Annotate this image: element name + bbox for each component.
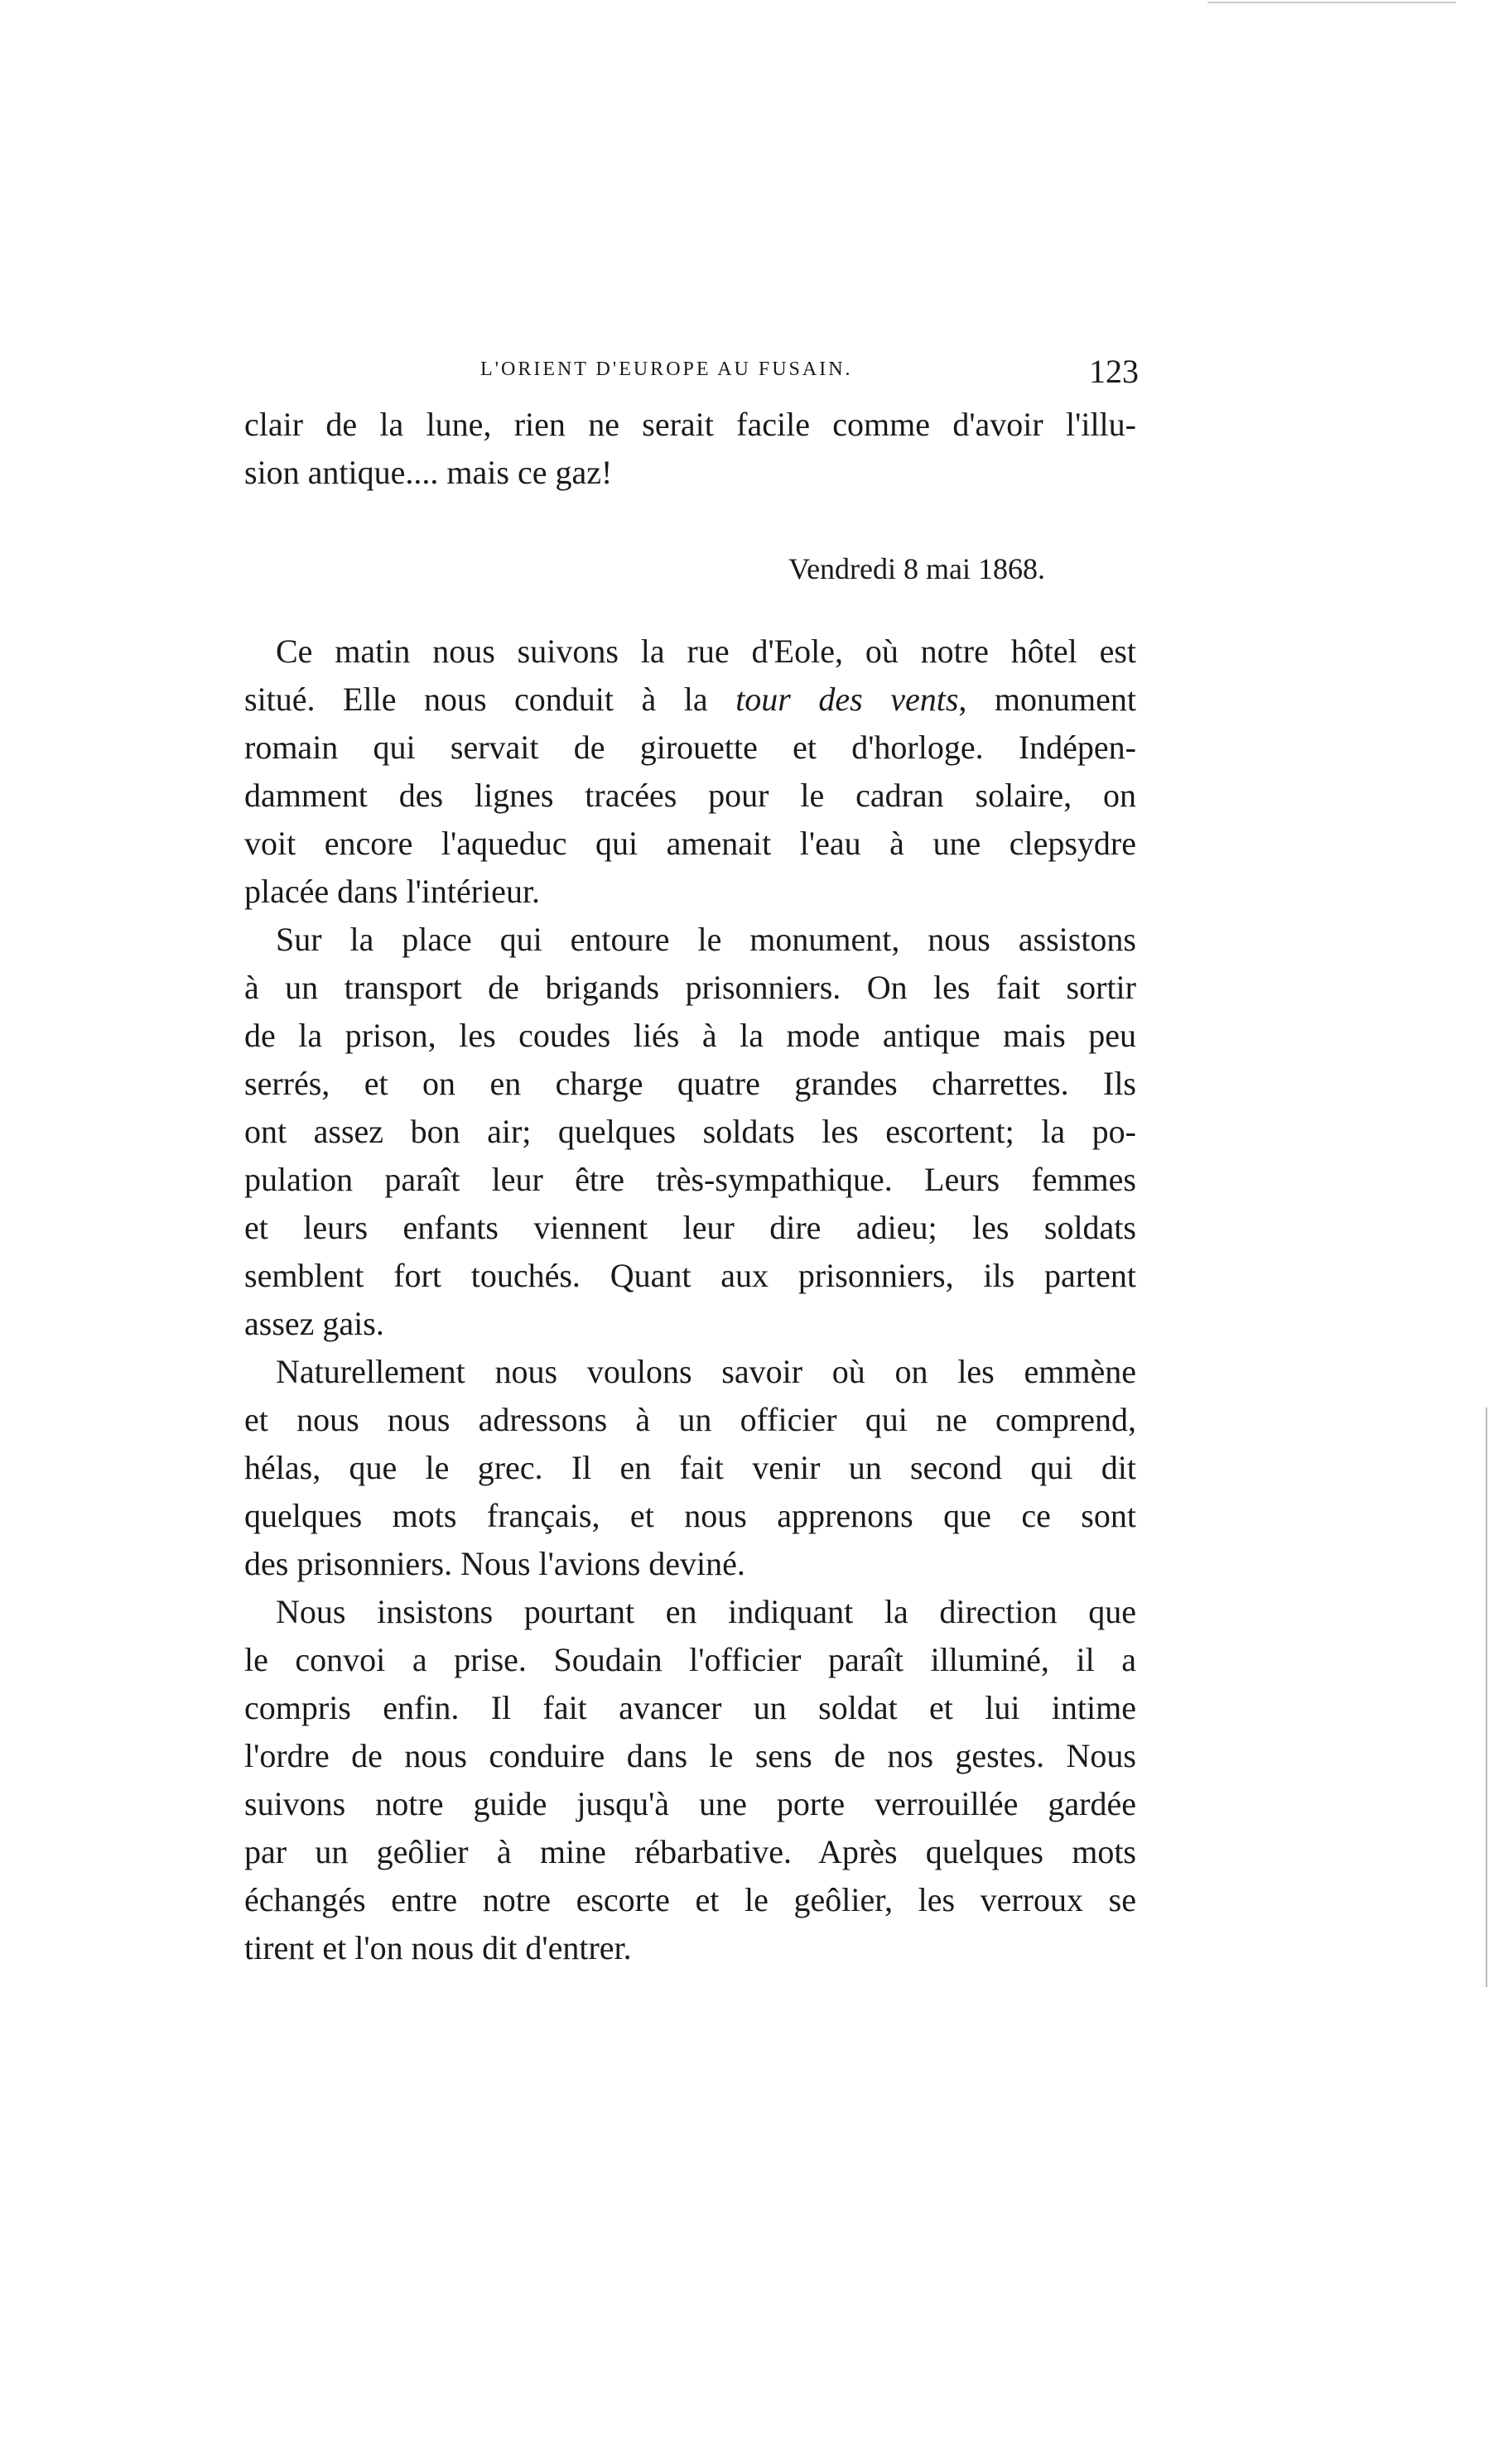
scan-edge-mark: [1207, 2, 1456, 3]
text-segment: situé. Elle nous conduit à la: [244, 681, 736, 718]
running-title: L'ORIENT D'EUROPE AU FUSAIN.: [480, 359, 853, 380]
text-line: Naturellement nous voulons savoir où on les emmène: [276, 1353, 1136, 1390]
date-heading: Vendredi 8 mai 1868.: [788, 552, 1045, 585]
text-line: serrés, et on en charge quatre grandes charrettes. Ils: [244, 1065, 1136, 1102]
scan-edge-line: [1486, 1408, 1487, 1987]
italic-phrase: tour des vents: [735, 681, 959, 718]
text-line: [244, 676, 1136, 724]
text-line: romain qui servait de girouette et d'horloge. Indépen-: [244, 729, 1136, 766]
paragraph: [244, 916, 1136, 1348]
text-line: Ce matin nous suivons la rue d'Eole, où notre hôtel est: [276, 633, 1136, 670]
text-line: tirent et l'on nous dit d'entrer.: [244, 1929, 632, 1966]
text-line: suivons notre guide jusqu'à une porte verrouillée gardée: [244, 1785, 1136, 1822]
text-line: à un transport de brigands prisonniers. On les fait sortir: [244, 969, 1136, 1006]
text-line: compris enfin. Il fait avancer un soldat et lui intime: [244, 1689, 1136, 1726]
paragraph: [244, 628, 1136, 916]
text-line: des prisonniers. Nous l'avions deviné.: [244, 1545, 745, 1582]
text-line: placée dans l'intérieur.: [244, 873, 541, 910]
paragraph: [244, 1348, 1136, 1588]
text-segment: , monument: [958, 681, 1137, 718]
text-line: et nous nous adressons à un officier qui ne comprend,: [244, 1401, 1136, 1438]
text-line: damment des lignes tracées pour le cadran solaire, on: [244, 777, 1136, 814]
text-line: par un geôlier à mine rébarbative. Après quelques mots: [244, 1833, 1136, 1870]
page-number: 123: [1089, 353, 1139, 390]
text-line: l'ordre de nous conduire dans le sens de nos gestes. Nous: [244, 1737, 1136, 1774]
text-line: ont assez bon air; quelques soldats les escortent; la po-: [244, 1113, 1136, 1150]
text-line: assez gais.: [244, 1305, 384, 1342]
text-line: clair de la lune, rien ne serait facile comme d'avoir l'illu-: [244, 406, 1136, 443]
text-line: Nous insistons pourtant en indiquant la direction que: [276, 1593, 1136, 1630]
text-line: échangés entre notre escorte et le geôlier, les verroux se: [244, 1881, 1136, 1918]
page-header: [244, 352, 1139, 393]
text-line: semblent fort touchés. Quant aux prisonniers, ils partent: [244, 1257, 1136, 1294]
paragraph: [244, 1588, 1136, 1972]
text-line: et leurs enfants viennent leur dire adieu; les soldats: [244, 1209, 1136, 1246]
text-line: de la prison, les coudes liés à la mode antique mais peu: [244, 1017, 1136, 1054]
text-line: le convoi a prise. Soudain l'officier paraît illuminé, il a: [244, 1641, 1136, 1678]
text-line: voit encore l'aqueduc qui amenait l'eau à une clepsydre: [244, 825, 1136, 862]
text-line: hélas, que le grec. Il en fait venir un second qui dit: [244, 1449, 1136, 1486]
text-line: Sur la place qui entoure le monument, nous assistons: [276, 921, 1136, 958]
page-body: [244, 401, 1136, 1972]
text-line: pulation paraît leur être très-sympathique. Leurs femmes: [244, 1161, 1136, 1198]
text-line: quelques mots français, et nous apprenons que ce sont: [244, 1497, 1136, 1534]
text-line: sion antique.... mais ce gaz!: [244, 454, 613, 491]
